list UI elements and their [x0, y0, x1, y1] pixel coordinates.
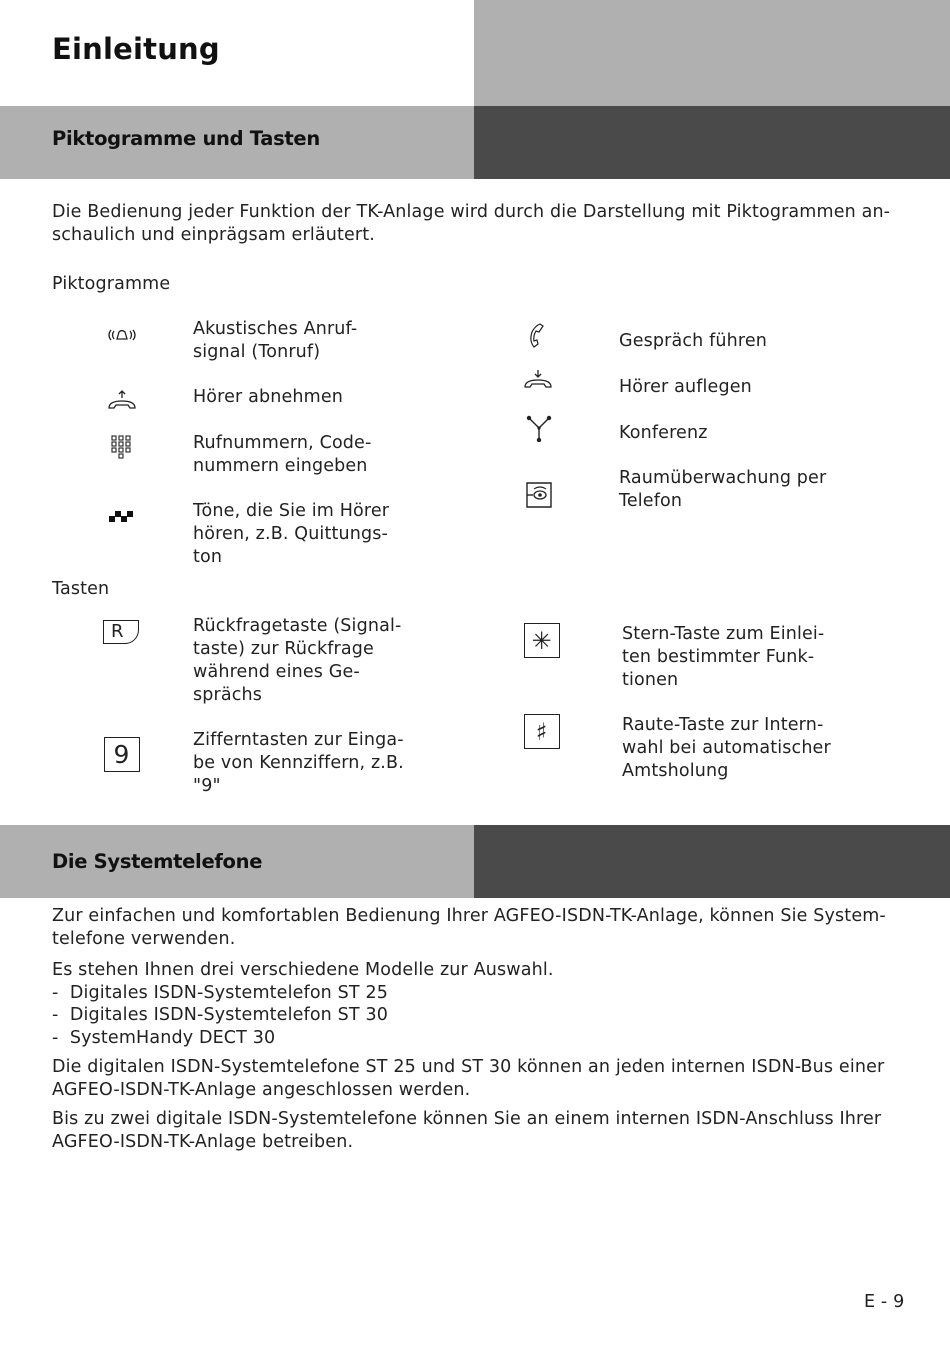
pictogram-text-room-monitor: Raumüberwachung per Telefon: [619, 468, 827, 511]
header-gray-block: [474, 0, 950, 106]
star-key-icon: [524, 623, 560, 658]
pictogram-text-ringing: Akustisches Anruf- signal (Tonruf): [193, 319, 358, 362]
page-title: Einleitung: [52, 32, 220, 66]
r-key-icon: [103, 620, 139, 644]
handset-lift-icon: [106, 390, 138, 412]
key-text-digit: Zifferntasten zur Einga- be von Kennziffern, z.B. "9": [193, 730, 404, 796]
handset-hangup-icon: [522, 369, 554, 391]
conference-icon: [525, 414, 553, 442]
keys-label: Tasten: [52, 579, 110, 599]
systemtelefone-paragraph-2: Es stehen Ihnen drei verschiedene Modelle zur Auswahl.: [52, 960, 554, 980]
pictograms-label: Piktogramme: [52, 274, 171, 294]
key-text-star: Stern-Taste zum Einlei- ten bestimmter Funk- tionen: [622, 624, 825, 690]
section-header-dark: [474, 106, 950, 179]
ringing-signal-icon: [106, 327, 138, 343]
section2-header-dark: [474, 825, 950, 898]
systemtelefone-list-item: - Digitales ISDN-Systemtelefon ST 25: [52, 983, 389, 1003]
pictogram-text-conference: Konferenz: [619, 423, 708, 443]
section-title-systemtelefone: Die Systemtelefone: [52, 850, 263, 873]
key-text-hash: Raute-Taste zur Intern- wahl bei automatischer Amtsholung: [622, 715, 831, 781]
systemtelefone-paragraph-1: Zur einfachen und komfortablen Bedienung Ihrer AGFEO-ISDN-TK-Anlage, können Sie System- telefone verwenden.: [52, 906, 886, 949]
star-key-label: ✳: [531, 627, 552, 655]
intro-paragraph: Die Bedienung jeder Funktion der TK-Anlage wird durch die Darstellung mit Piktogrammen an- schaulich und einprägsam erläutert.: [52, 202, 891, 245]
pictogram-text-hangup: Hörer auflegen: [619, 377, 752, 397]
key-text-r: Rückfragetaste (Signal- taste) zur Rückfrage während eines Ge- sprächs: [193, 616, 402, 705]
pictogram-text-talk: Gespräch führen: [619, 331, 768, 351]
systemtelefone-paragraph-3: Die digitalen ISDN-Systemtelefone ST 25 und ST 30 können an jeden internen ISDN-Bus einer AGFEO-ISDN-TK-Anlage angeschlossen werden.: [52, 1057, 885, 1100]
section-title-piktogramme: Piktogramme und Tasten: [52, 127, 320, 150]
hash-key-icon: [524, 714, 560, 749]
pictogram-text-keypad: Rufnummern, Code- nummern eingeben: [193, 433, 372, 476]
digit-key-label: 9: [113, 740, 130, 769]
room-monitor-icon: [524, 481, 554, 509]
pictogram-text-tone: Töne, die Sie im Hörer hören, z.B. Quittungs- ton: [193, 501, 390, 567]
page-number: E - 9: [864, 1292, 905, 1312]
systemtelefone-list-item: - Digitales ISDN-Systemtelefon ST 30: [52, 1005, 389, 1025]
digit-key-icon: [104, 737, 140, 772]
handset-talk-icon: [528, 322, 546, 348]
hash-key-label: ♯: [535, 718, 548, 746]
systemtelefone-paragraph-4: Bis zu zwei digitale ISDN-Systemtelefone können Sie an einem internen ISDN-Anschluss Ihrer AGFEO-ISDN-TK-Anlage betreiben.: [52, 1109, 882, 1152]
keypad-icon: [110, 434, 134, 462]
r-key-label: R: [111, 621, 124, 642]
tone-icon: [108, 510, 136, 524]
systemtelefone-list-item: - SystemHandy DECT 30: [52, 1028, 276, 1048]
pictogram-text-lift: Hörer abnehmen: [193, 387, 343, 407]
